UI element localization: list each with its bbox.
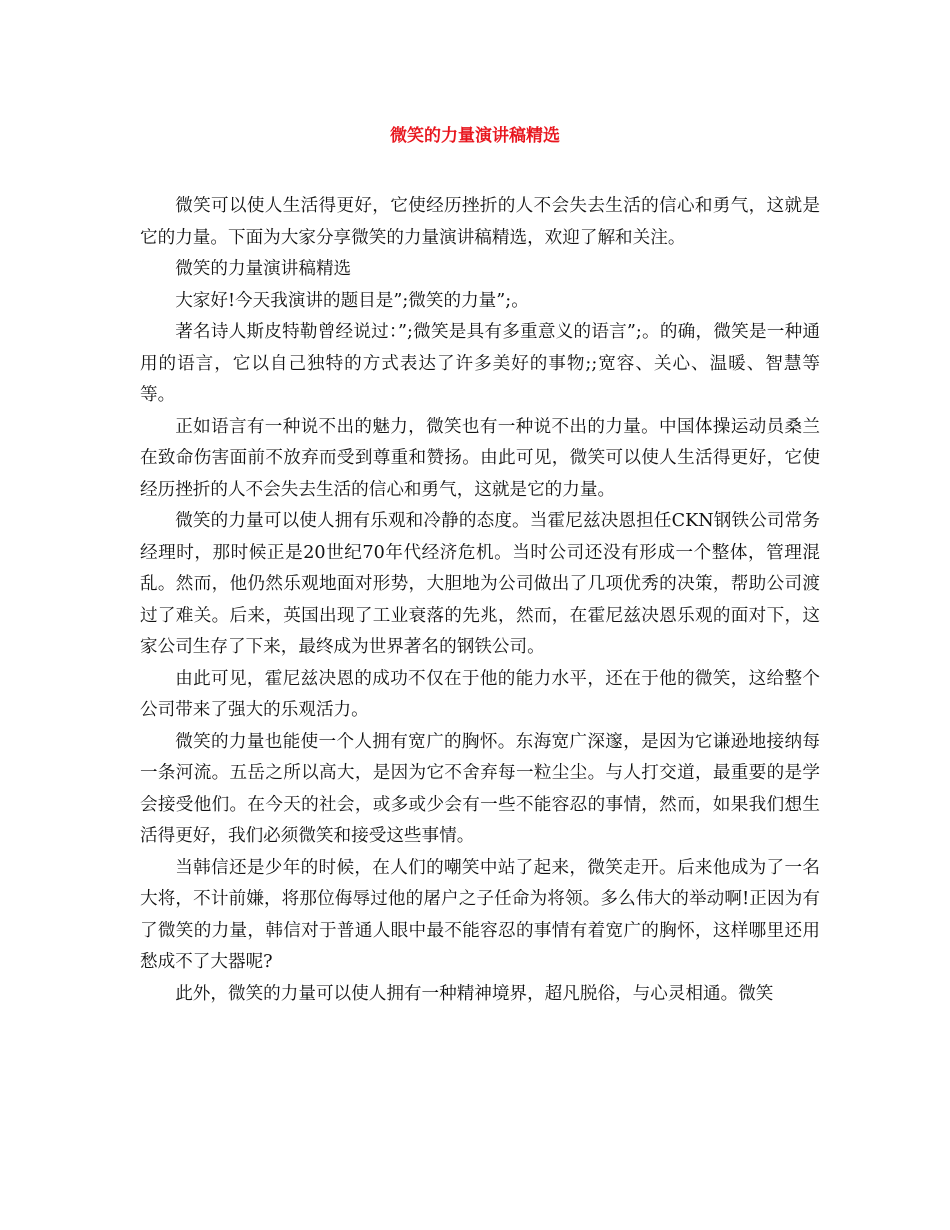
paragraph-conclusion: 由此可见，霍尼兹决恩的成功不仅在于他的能力水平，还在于他的微笑，这给整个公司带来了强大的乐观活力。 — [140, 668, 820, 720]
document-title: 微笑的力量演讲稿精选 — [390, 126, 560, 146]
paragraph-optimism: 微笑的力量可以使人拥有乐观和冷静的态度。当霍尼兹决恩担任CKN钢铁公司常务经理时，那时候正是20世纪70年代经济危机。当时公司还没有形成一个整体，管理混乱。然而，他仍然乐观地面对形势，大胆地为公司做出了几项优秀的决策，帮助公司渡过了难关。后来，英国出现了工业衰落的先兆，然而，在霍尼兹决恩乐观的面对下，这家公司生存了下来，最终成为世界著名的钢铁公司。 — [140, 511, 820, 657]
paragraph-quote: 著名诗人斯皮特勒曾经说过：”;微笑是具有多重意义的语言”;。的确，微笑是一种通用的语言，它以自己独特的方式表达了许多美好的事物;;宽容、关心、温暖、智慧等等。 — [140, 322, 820, 405]
paragraph-charm: 正如语言有一种说不出的魅力，微笑也有一种说不出的力量。中国体操运动员桑兰在致命伤害面前不放弃而受到尊重和赞扬。由此可见，微笑可以使人生活得更好，它使经历挫折的人不会失去生活的信心和勇气，这就是它的力量。 — [140, 416, 820, 500]
paragraph-intro: 微笑可以使人生活得更好，它使经历挫折的人不会失去生活的信心和勇气，这就是它的力量。下面为大家分享微笑的力量演讲稿精选，欢迎了解和关注。 — [140, 196, 820, 248]
paragraph-subtitle: 微笑的力量演讲稿精选 — [175, 259, 352, 279]
paragraph-broadmind: 微笑的力量也能使一个人拥有宽广的胸怀。东海宽广深邃，是因为它谦逊地接纳每一条河流。五岳之所以高大，是因为它不舍弃每一粒尘尘。与人打交道，最重要的是学会接受他们。在今天的社会，或多或少会有一些不能容忍的事情，然而，如果我们想生活得更好，我们必须微笑和接受这些事情。 — [140, 731, 820, 846]
document-body — [140, 191, 820, 1010]
paragraph-greeting: 大家好!今天我演讲的题目是”;微笑的力量”;。 — [175, 290, 529, 311]
paragraph-hanxin: 当韩信还是少年的时候，在人们的嘲笑中站了起来，微笑走开。后来他成为了一名大将，不计前嫌，将那位侮辱过他的屠户之子任命为将领。多么伟大的举动啊!正因为有了微笑的力量，韩信对于普通人眼中最不能容忍的事情有着宽广的胸怀，这样哪里还用愁成不了大器呢? — [140, 857, 820, 972]
paragraph-spirit: 此外，微笑的力量可以使人拥有一种精神境界，超凡脱俗，与心灵相通。微笑 — [175, 983, 774, 1004]
